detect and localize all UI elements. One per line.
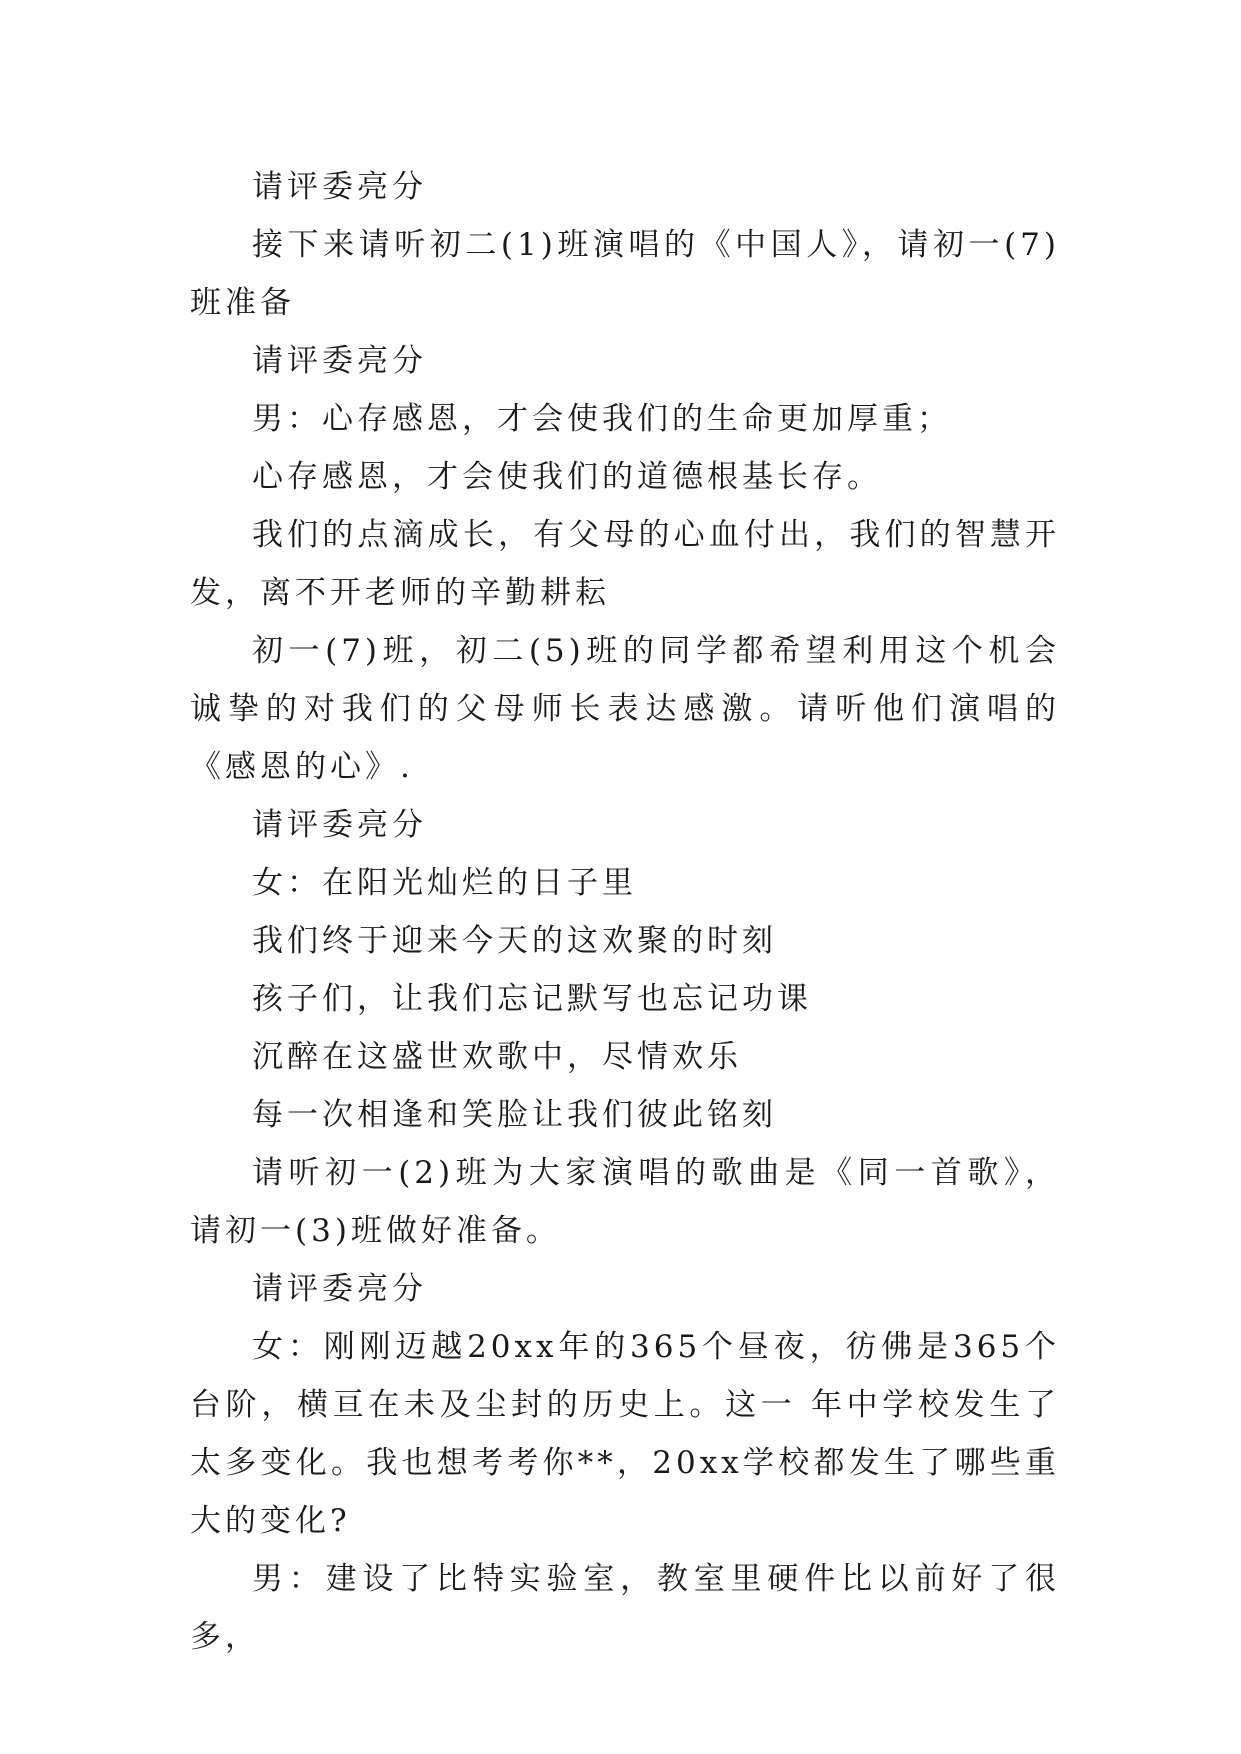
paragraph: 男：建设了比特实验室，教室里硬件比以前好了很多，: [190, 1561, 1060, 1655]
paragraph: 我们的点滴成长，有父母的心血付出，我们的智慧开发，离不开老师的辛勤耕耘: [190, 517, 1060, 611]
paragraph: 请评委亮分: [252, 1271, 427, 1307]
paragraph: 每一次相逢和笑脸让我们彼此铭刻: [252, 1097, 777, 1133]
paragraph: 初一(7)班，初二(5)班的同学都希望利用这个机会诚挚的对我们的父母师长表达感激。请听他们演唱的《感恩的心》.: [190, 633, 1060, 785]
paragraph: 我们终于迎来今天的这欢聚的时刻: [252, 923, 777, 959]
paragraph: 请评委亮分: [252, 169, 427, 205]
paragraph: 女：在阳光灿烂的日子里: [252, 865, 637, 901]
paragraph: 请听初一(2)班为大家演唱的歌曲是《同一首歌》，请初一(3)班做好准备。: [190, 1155, 1060, 1249]
paragraph: 请评委亮分: [252, 343, 427, 379]
paragraph: 请评委亮分: [252, 807, 427, 843]
paragraph: 心存感恩，才会使我们的道德根基长存。: [252, 459, 882, 495]
document-body: [190, 158, 1060, 1666]
paragraph: 男：心存感恩，才会使我们的生命更加厚重；: [252, 401, 952, 437]
paragraph: 接下来请听初二(1)班演唱的《中国人》，请初一(7)班准备: [190, 227, 1060, 321]
paragraph: 孩子们，让我们忘记默写也忘记功课: [252, 981, 812, 1017]
paragraph: 女：刚刚迈越20xx年的365个昼夜，彷佛是365个台阶，横亘在未及尘封的历史上。这一 年中学校发生了太多变化。我也想考考你**，20xx学校都发生了哪些重大的变化?: [190, 1329, 1060, 1539]
paragraph: 沉醉在这盛世欢歌中，尽情欢乐: [252, 1039, 742, 1075]
